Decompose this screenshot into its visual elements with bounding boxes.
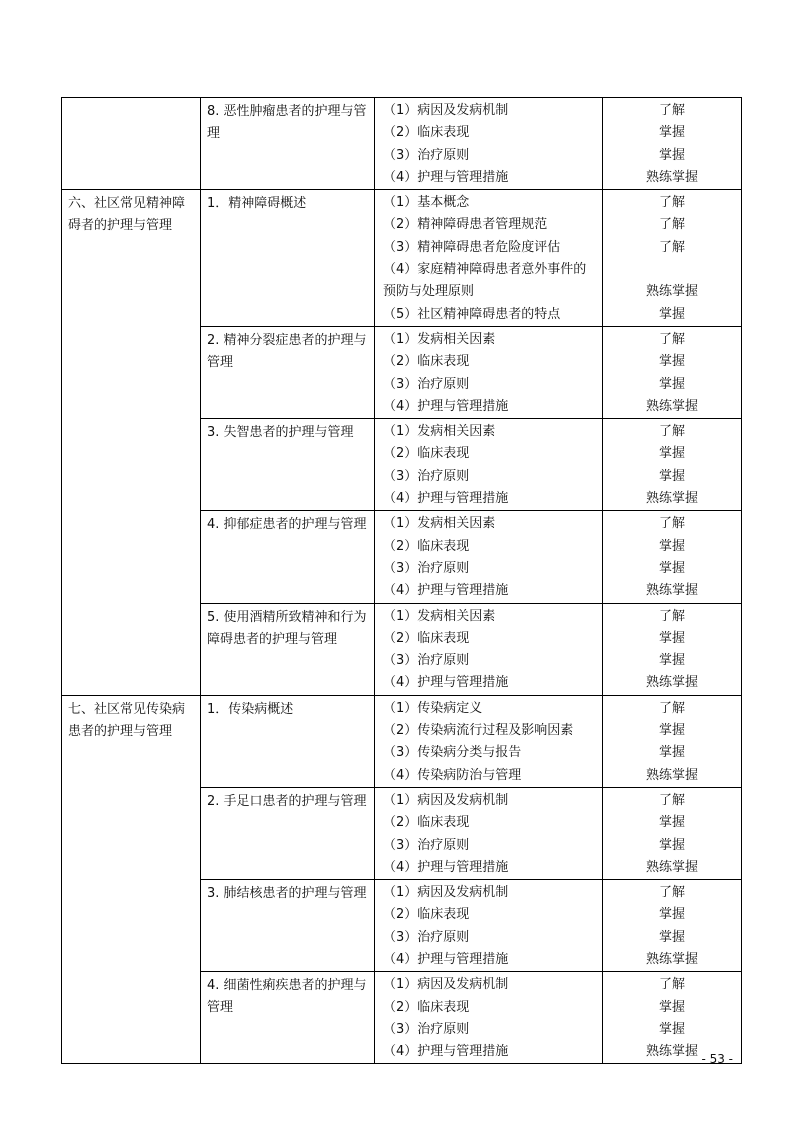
requirement-level: 掌握 (658, 815, 685, 831)
requirement-cell (603, 326, 742, 418)
requirement-level: 掌握 (658, 538, 685, 554)
requirement-level: 了解 (658, 424, 685, 440)
requirement-level: 掌握 (658, 837, 685, 853)
topic-title: 4. 抑郁症患者的护理与管理 (201, 511, 375, 603)
requirement-level: 熟练掌握 (645, 491, 698, 507)
content-cell (375, 98, 603, 190)
content-line: 预防与处理原则 (383, 284, 475, 300)
requirement-level: 了解 (658, 885, 685, 901)
requirement-level: 掌握 (658, 745, 685, 761)
content-line: （1）病因及发病机制 (383, 885, 509, 901)
content-line: （1）病因及发病机制 (383, 103, 509, 118)
content-line: （3）治疗原则 (383, 929, 470, 945)
topic-title: 4. 细菌性痢疾患者的护理与管理 (201, 972, 375, 1064)
requirement-level: 熟练掌握 (645, 398, 698, 414)
requirement-level: 了解 (658, 331, 685, 347)
content-line: （4）护理与管理措施 (383, 1044, 509, 1060)
topic-row (62, 190, 742, 327)
content-line: （3）治疗原则 (383, 1021, 470, 1037)
content-line: （3）传染病分类与报告 (383, 745, 522, 761)
content-line: （2）传染病流行过程及影响因素 (383, 723, 574, 739)
requirement-level: 熟练掌握 (645, 169, 698, 185)
requirement-level: 掌握 (658, 1021, 685, 1037)
content-line: （1）发病相关因素 (383, 424, 496, 440)
content-line: （4）护理与管理措施 (383, 583, 509, 599)
requirement-level: 掌握 (658, 125, 685, 141)
content-line: （2）临床表现 (383, 999, 470, 1015)
requirement-cell (603, 603, 742, 695)
topic-title: 5. 使用酒精所致精神和行为障碍患者的护理与管理 (201, 603, 375, 695)
requirement-level: 掌握 (658, 653, 685, 669)
content-line: （4）护理与管理措施 (383, 675, 509, 691)
content-line: （4）护理与管理措施 (383, 491, 509, 507)
requirement-level: 掌握 (658, 723, 685, 739)
requirement-level: 了解 (658, 103, 685, 118)
content-line: （4）护理与管理措施 (383, 951, 509, 967)
requirement-level: 掌握 (658, 929, 685, 945)
content-line: （1）发病相关因素 (383, 608, 496, 624)
content-cell (375, 326, 603, 418)
requirement-level: 掌握 (658, 630, 685, 646)
requirement-level: 了解 (658, 700, 685, 716)
content-cell (375, 695, 603, 787)
requirement-level: 掌握 (658, 306, 685, 322)
content-cell (375, 190, 603, 327)
requirement-level: 熟练掌握 (645, 767, 698, 783)
requirement-level: 掌握 (658, 560, 685, 576)
content-line: （1）病因及发病机制 (383, 977, 509, 993)
content-line: （2）临床表现 (383, 538, 470, 554)
content-line: （3）治疗原则 (383, 653, 470, 669)
requirement-level: 熟练掌握 (645, 1044, 698, 1060)
content-line: （4）护理与管理措施 (383, 398, 509, 414)
topic-title: 3. 肺结核患者的护理与管理 (201, 880, 375, 972)
requirement-level: 了解 (658, 608, 685, 624)
content-cell (375, 972, 603, 1064)
requirement-cell (603, 511, 742, 603)
content-cell (375, 419, 603, 511)
topic-title: 2. 精神分裂症患者的护理与管理 (201, 326, 375, 418)
topic-row (62, 695, 742, 787)
requirement-level: 掌握 (658, 147, 685, 163)
requirement-cell (603, 419, 742, 511)
requirement-level: 熟练掌握 (645, 284, 698, 300)
unit-cell: 七、社区常见传染病患者的护理与管理 (62, 695, 201, 1064)
content-line: （1）病因及发病机制 (383, 792, 509, 808)
topic-title: 1．传染病概述 (201, 695, 375, 787)
content-line: （2）临床表现 (383, 907, 470, 923)
unit-cell (62, 98, 201, 190)
requirement-level: 了解 (658, 239, 685, 255)
content-line: （3）治疗原则 (383, 560, 470, 576)
content-line: （3）治疗原则 (383, 147, 470, 163)
requirement-level: 熟练掌握 (645, 675, 698, 691)
topic-title: 1．精神障碍概述 (201, 190, 375, 327)
content-line: （4）护理与管理措施 (383, 859, 509, 875)
syllabus-body (62, 98, 742, 1064)
content-line: （1）发病相关因素 (383, 516, 496, 532)
requirement-level: 了解 (658, 516, 685, 532)
content-line: （2）临床表现 (383, 815, 470, 831)
requirement-level: 了解 (658, 792, 685, 808)
requirement-cell (603, 787, 742, 879)
content-cell (375, 603, 603, 695)
requirement-level: 掌握 (658, 354, 685, 370)
content-line: （2）临床表现 (383, 446, 470, 462)
content-line: （2）精神障碍患者管理规范 (383, 217, 548, 233)
content-line: （3）治疗原则 (383, 837, 470, 853)
requirement-level: 熟练掌握 (645, 583, 698, 599)
requirement-level: 熟练掌握 (645, 951, 698, 967)
content-line: （4）传染病防治与管理 (383, 767, 522, 783)
topic-row (62, 98, 742, 190)
requirement-level: 熟练掌握 (645, 859, 698, 875)
requirement-spacer (603, 259, 741, 281)
content-line: （3）治疗原则 (383, 376, 470, 392)
topic-title: 2. 手足口患者的护理与管理 (201, 787, 375, 879)
content-line: （1）发病相关因素 (383, 331, 496, 347)
content-line: （1）基本概念 (383, 195, 470, 211)
requirement-level: 了解 (658, 977, 685, 993)
requirement-level: 掌握 (658, 468, 685, 484)
content-cell (375, 511, 603, 603)
requirement-level: 掌握 (658, 999, 685, 1015)
requirement-cell (603, 695, 742, 787)
syllabus-table (61, 97, 742, 1064)
requirement-cell (603, 190, 742, 327)
requirement-level: 了解 (658, 217, 685, 233)
topic-title: 8. 恶性肿瘤患者的护理与管理 (201, 98, 375, 190)
requirement-cell (603, 880, 742, 972)
content-line: （4）家庭精神障碍患者意外事件的 (383, 262, 587, 278)
requirement-cell (603, 98, 742, 190)
unit-cell: 六、社区常见精神障碍者的护理与管理 (62, 190, 201, 696)
content-line: （5）社区精神障碍患者的特点 (383, 306, 561, 322)
requirement-level: 掌握 (658, 376, 685, 392)
page-number: - 53 - (701, 1052, 733, 1066)
content-line: （2）临床表现 (383, 354, 470, 370)
content-cell (375, 787, 603, 879)
requirement-level: 掌握 (658, 907, 685, 923)
content-line: （2）临床表现 (383, 125, 470, 141)
content-line: （3）治疗原则 (383, 468, 470, 484)
requirement-level: 了解 (658, 195, 685, 211)
topic-title: 3. 失智患者的护理与管理 (201, 419, 375, 511)
content-line: （1）传染病定义 (383, 700, 483, 716)
requirement-cell (603, 972, 742, 1064)
content-line: （3）精神障碍患者危险度评估 (383, 239, 561, 255)
content-line: （2）临床表现 (383, 630, 470, 646)
content-cell (375, 880, 603, 972)
content-line: （4）护理与管理措施 (383, 169, 509, 185)
requirement-level: 掌握 (658, 446, 685, 462)
